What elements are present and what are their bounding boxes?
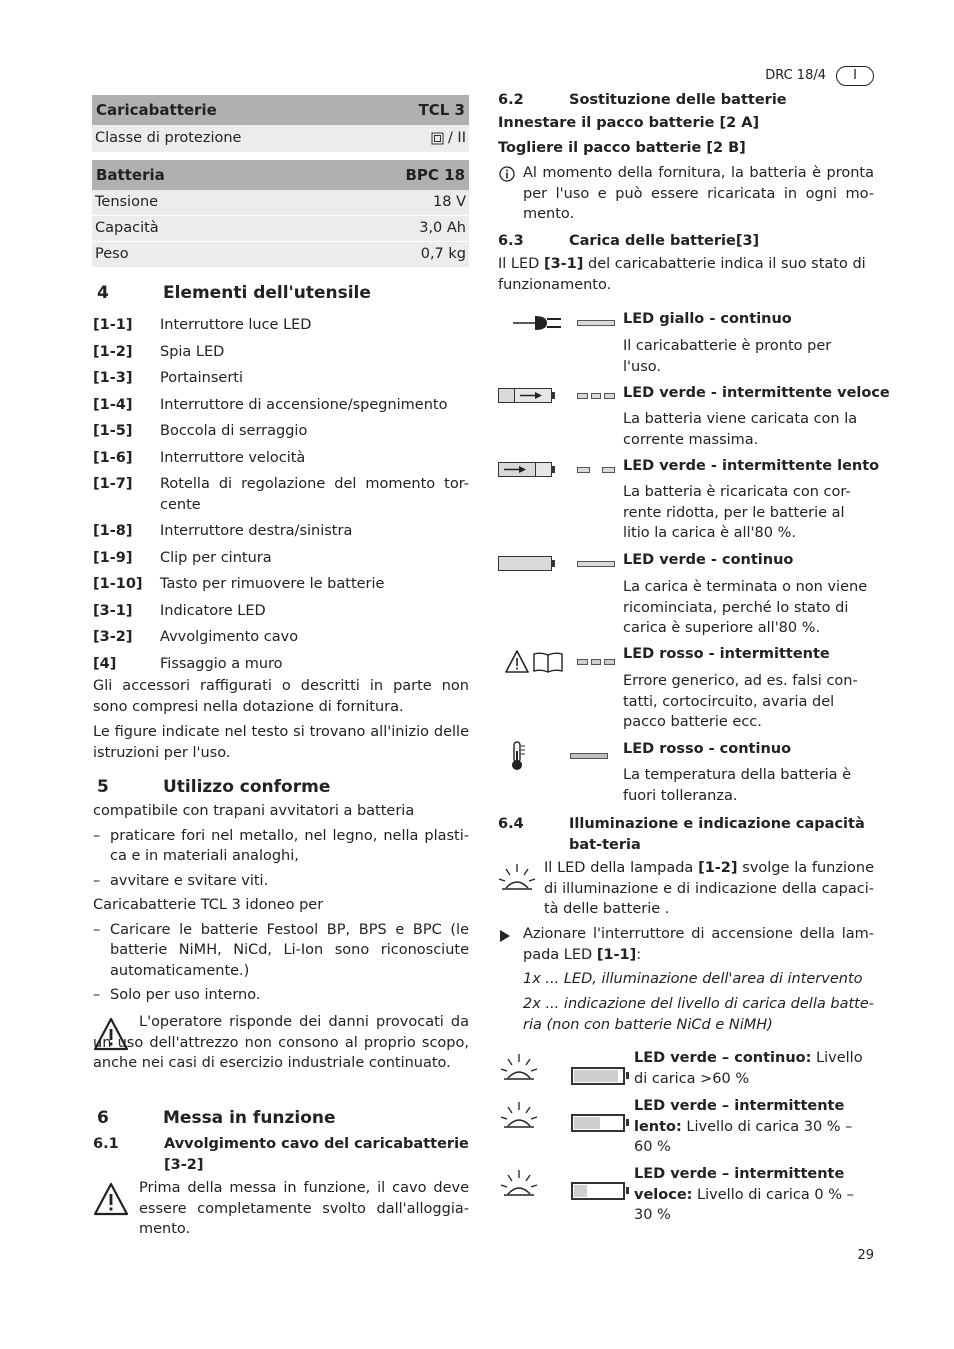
battery-head-label: Batteria <box>96 165 165 184</box>
led-title: LED verde - intermittente lento <box>623 458 880 474</box>
protection-class-icon <box>431 132 444 145</box>
language-badge: I <box>836 66 874 86</box>
table-row <box>92 125 469 153</box>
list-item: – avvitare e svitare viti. <box>93 872 269 889</box>
charge-level-desc: LED verde – intermittente lento: Livello di carica 30 % – 60 % <box>634 1098 853 1155</box>
list-item: [1-10] Tasto per rimuovere le batterie <box>93 576 385 592</box>
list-item: [3-2] Avvolgimento cavo <box>93 629 299 645</box>
battery-table-head <box>92 160 469 190</box>
lamp-description: Il LED della lampada [1-2] svolge la funzione di illuminazione e di indicazione della capaci-tà delle batterie . <box>544 860 874 917</box>
table-row: Tensione 18 V <box>92 190 469 216</box>
led-steady-indicator <box>577 320 615 326</box>
intended-use <box>93 801 469 1006</box>
led-title: LED rosso - continuo <box>623 741 792 757</box>
led-steady-indicator <box>577 561 615 567</box>
table-row: Peso 0,7 kg <box>92 242 469 268</box>
battery-level-icon <box>571 1182 625 1200</box>
row-label: Classe di protezione <box>95 130 242 147</box>
led-title: LED giallo - continuo <box>623 311 792 327</box>
thermometer-icon <box>508 741 528 771</box>
info-icon <box>499 166 515 182</box>
use-intro: compatibile con trapani avvitatori a batteria <box>93 803 415 819</box>
warning-manual-icon <box>505 650 563 674</box>
list-item: [1-3] Portainserti <box>93 370 243 386</box>
figures-note: Le figure indicate nel testo si trovano all'inizio delle istruzioni per l'uso. <box>93 724 469 761</box>
led-desc: Errore generico, ad es. falsi con-tatti, cortocircuito, avaria del pacco batterie ecc. <box>623 673 858 730</box>
led-desc: La temperatura della batteria è fuori tolleranza. <box>623 767 852 804</box>
led-desc: La batteria viene caricata con la corrente massima. <box>623 411 858 448</box>
battery-level-icon <box>571 1067 625 1085</box>
led-desc: La carica è terminata o non viene ricominciata, perché lo stato di carica è superiore all'80 %. <box>623 579 868 636</box>
led-steady-indicator <box>570 753 608 759</box>
battery-table <box>92 160 469 268</box>
press-once-note: 1x ... LED, illuminazione dell'area di intervento <box>523 971 863 987</box>
list-item: [1-8] Interruttore destra/sinistra <box>93 523 353 539</box>
led-title: LED verde - continuo <box>623 552 794 568</box>
led-title: LED verde - intermittente veloce <box>623 385 890 401</box>
section-6-heading: 6 Messa in funzione <box>97 1108 336 1128</box>
battery-charging-icon <box>498 388 552 403</box>
insert-battery-label: Innestare il pacco batterie [2 A] <box>498 115 760 131</box>
list-item: – praticare fori nel metallo, nel legno, nella plasti-ca e in materiali analoghi, <box>93 827 469 864</box>
section-5-heading: 5 Utilizzo conforme <box>97 777 331 797</box>
accessories-note: Gli accessori raffigurati o descritti in parte non sono compresi nella dotazione di fornitura. <box>93 678 469 715</box>
lamp-light-icon <box>500 1168 538 1198</box>
action-arrow-icon <box>499 930 511 942</box>
model-label: DRC 18/4 <box>765 68 826 83</box>
lamp-light-icon <box>498 862 536 892</box>
table-row: Capacità 3,0 Ah <box>92 216 469 242</box>
battery-full-icon <box>498 556 552 571</box>
charge-level-desc: LED verde – intermittente veloce: Livello di carica 0 % – 30 % <box>634 1166 854 1223</box>
led-desc: Il caricabatterie è pronto per l'uso. <box>623 338 832 375</box>
list-item: – Caricare le batterie Festool BP, BPS e BPC (le batterie NiMH, NiCd, Li-Ion sono riconosciute automaticamente.) <box>93 921 469 979</box>
warning-icon <box>93 1182 129 1216</box>
led-intro: Il LED [3-1] del caricabatterie indica il suo stato di funzionamento. <box>498 256 866 293</box>
operator-warning: L'operatore risponde dei danni provocati da un uso dell'attrezzo non consono al proprio scopo, anche nei casi di esercizio industriale continuato. <box>93 1014 469 1071</box>
battery-reduced-charge-icon <box>498 462 552 477</box>
charger-suitability: Caricabatterie TCL 3 idoneo per <box>93 897 324 913</box>
remove-battery-label: Togliere il pacco batterie [2 B] <box>498 140 746 156</box>
list-item: [1-7] Rotella di regolazione del momento tor-cente <box>93 476 469 513</box>
cable-warning: Prima della messa in funzione, il cavo deve essere completamente svolto dall'alloggia-mento. <box>139 1180 469 1237</box>
led-fast-blink-indicator <box>577 393 615 399</box>
page-number: 29 <box>857 1248 874 1263</box>
charger-table-head <box>92 95 469 125</box>
section-6-4-heading: 6.4 Illuminazione e indicazione capacità bat-teria <box>498 816 865 853</box>
list-item: – Solo per uso interno. <box>93 987 261 1003</box>
charger-head-value: TCL 3 <box>418 100 465 119</box>
list-item: [1-2] Spia LED <box>93 343 225 360</box>
list-item: [1-1] Interruttore luce LED <box>93 317 312 333</box>
section-6-1-heading: 6.1 Avvolgimento cavo del caricabatterie [3-2] <box>93 1136 469 1173</box>
led-blink-indicator <box>577 659 615 665</box>
battery-head-value: BPC 18 <box>405 165 465 184</box>
led-slow-blink-indicator <box>577 467 615 473</box>
page-header <box>765 66 874 87</box>
tool-elements-list <box>93 315 469 676</box>
charger-table <box>92 95 469 153</box>
list-item: [1-6] Interruttore velocità <box>93 449 306 466</box>
list-item: [4] Fissaggio a muro <box>93 655 283 672</box>
action-step: Azionare l'interruttore di accensione della lam-pada LED [1-1]: <box>523 926 874 963</box>
charger-head-label: Caricabatterie <box>96 100 217 119</box>
delivery-info: Al momento della fornitura, la batteria è pronta per l'uso e può essere ricaricata in ogni mo-mento. <box>523 165 874 222</box>
lamp-light-icon <box>500 1052 538 1082</box>
list-item: [1-4] Interruttore di accensione/spegnimento <box>93 396 448 413</box>
list-item: [3-1] Indicatore LED <box>93 602 266 619</box>
section-4-heading: 4 Elementi dell'utensile <box>97 283 371 303</box>
led-desc: La batteria è ricaricata con cor-rente ridotta, per le batterie al litio la carica è all'80 %. <box>623 484 851 541</box>
press-twice-note: 2x ... indicazione del livello di carica della batte-ria (non con batterie NiCd e NiMH) <box>523 996 874 1033</box>
row-value: / II <box>431 128 466 149</box>
section-6-2-heading: 6.2 Sostituzione delle batterie <box>498 92 787 108</box>
plug-icon <box>513 313 565 333</box>
section-6-3-heading: 6.3 Carica delle batterie[3] <box>498 233 760 249</box>
list-item: [1-9] Clip per cintura <box>93 549 272 566</box>
charge-level-desc: LED verde – continuo: Livello di carica >60 % <box>634 1050 863 1087</box>
led-title: LED rosso - intermittente <box>623 646 830 662</box>
lamp-light-icon <box>500 1100 538 1130</box>
battery-level-icon <box>571 1114 625 1132</box>
list-item: [1-5] Boccola di serraggio <box>93 423 308 439</box>
